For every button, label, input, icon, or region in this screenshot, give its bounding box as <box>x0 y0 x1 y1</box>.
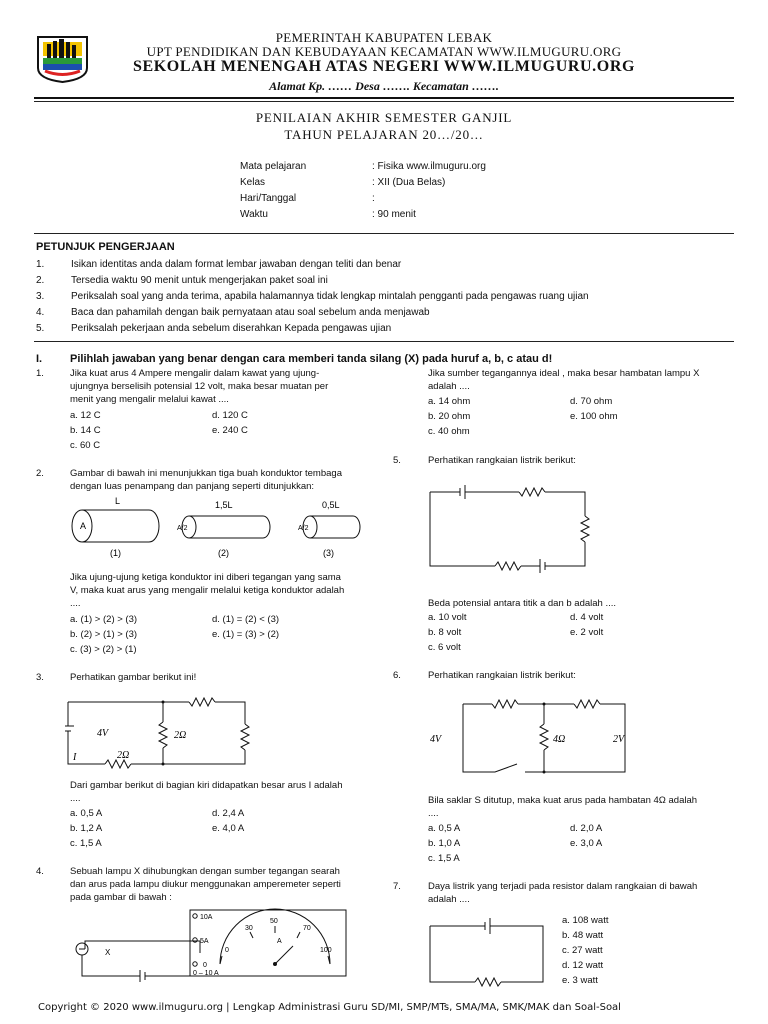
terminal-label: 5A <box>200 938 209 945</box>
answer-option[interactable]: b. 48 watt <box>562 930 604 941</box>
question-text: .... <box>428 808 439 819</box>
instruction-text: Periksalah soal yang anda terima, apabila halamannya tidak lengkap mintalah pengganti pada pengawas ruang ujian <box>71 291 589 302</box>
question-text: Jika kuat arus 4 Ampere mengalir dalam kawat yang ujung- <box>70 368 320 379</box>
answer-option[interactable]: d. 4 volt <box>570 612 604 623</box>
footer-copyright: Copyright © 2020 www.ilmuguru.org | Lengkap Administrasi Guru SD/MI, SMP/MTs, SMA/MA, SMK/MAK dan Soal-Soal <box>38 1002 621 1013</box>
info-value: : 90 menit <box>372 209 416 220</box>
answer-option[interactable]: d. (1) = (2) < (3) <box>212 614 280 625</box>
resistance-label: 2Ω <box>174 730 187 741</box>
question-number: 4. <box>36 866 44 877</box>
answer-option[interactable]: b. 1,0 A <box>428 838 461 849</box>
question-text: Sebuah lampu X dihubungkan dengan sumber tegangan searah <box>70 866 340 877</box>
circuit-figure-q7 <box>425 912 550 992</box>
answer-option[interactable]: e. 4,0 A <box>212 823 245 834</box>
area-label: A/2 <box>177 525 188 532</box>
answer-option[interactable]: d. 2,4 A <box>212 808 245 819</box>
answer-option[interactable]: e. 2 volt <box>570 627 604 638</box>
answer-option[interactable]: b. 8 volt <box>428 627 462 638</box>
info-label: Kelas <box>240 177 266 188</box>
instruction-text: Baca dan pahamilah dengan baik pernyataan atau soal sebelum anda menjawab <box>71 307 430 318</box>
answer-option[interactable]: b. 1,2 A <box>70 823 103 834</box>
question-text: Daya listrik yang terjadi pada resistor dalam rangkaian di bawah <box>428 881 698 892</box>
answer-option[interactable]: a. 0,5 A <box>428 823 461 834</box>
figure-caption: (3) <box>323 548 334 558</box>
question-number: 3. <box>36 672 44 683</box>
section-instruction: Pilihlah jawaban yang benar dengan cara memberi tanda silang (X) pada huruf a, b, c atau d! <box>70 353 553 365</box>
instruction-text: Tersedia waktu 90 menit untuk mengerjakan paket soal ini <box>71 275 328 286</box>
ammeter-figure <box>65 906 355 992</box>
scale-label: 50 <box>270 918 278 925</box>
school-address: Alamat Kp. …… Desa ……. Kecamatan ……. <box>269 79 499 93</box>
instructions-title: PETUNJUK PENGERJAAN <box>36 241 175 253</box>
answer-option[interactable]: d. 120 C <box>212 410 248 421</box>
info-label: Hari/Tanggal <box>240 193 297 204</box>
answer-option[interactable]: a. (1) > (2) > (3) <box>70 614 138 625</box>
instruction-text: Periksalah pekerjaan anda sebelum diserahkan Kepada pengawas ujian <box>71 323 392 334</box>
info-divider <box>34 233 734 234</box>
instruction-num: 2. <box>36 275 45 286</box>
header-line-1: PEMERINTAH KABUPATEN LEBAK <box>275 30 493 45</box>
scale-label: 30 <box>245 925 253 932</box>
info-value: : <box>372 193 375 204</box>
question-text: Jika sumber tegangannya ideal , maka besar hambatan lampu X <box>428 368 700 379</box>
instruction-num: 1. <box>36 259 45 270</box>
answer-option[interactable]: b. 14 C <box>70 425 101 436</box>
instructions-divider <box>34 341 734 342</box>
question-text: Perhatikan rangkaian listrik berikut: <box>428 670 576 681</box>
answer-option[interactable]: c. (3) > (2) > (1) <box>70 644 137 655</box>
answer-option[interactable]: a. 108 watt <box>562 915 609 926</box>
answer-option[interactable]: d. 12 watt <box>562 960 604 971</box>
question-text: Beda potensial antara titik a dan b adalah .... <box>428 598 617 609</box>
answer-option[interactable]: a. 0,5 A <box>70 808 103 819</box>
header-divider-thin <box>34 101 734 102</box>
info-value: : Fisika www.ilmuguru.org <box>372 161 486 172</box>
question-text: Gambar di bawah ini menunjukkan tiga buah konduktor tembaga <box>70 468 342 479</box>
area-label: A <box>80 521 87 531</box>
answer-option[interactable]: a. 14 ohm <box>428 396 471 407</box>
length-label: 1,5L <box>215 500 233 510</box>
voltage-label: 4V <box>97 728 109 739</box>
question-number: 7. <box>393 881 401 892</box>
info-label: Mata pelajaran <box>240 161 307 172</box>
instruction-text: Isikan identitas anda dalam format lembar jawaban dengan teliti dan benar <box>71 259 402 270</box>
instruction-num: 4. <box>36 307 45 318</box>
voltage-label: 4V <box>430 734 442 745</box>
answer-option[interactable]: c. 60 C <box>70 440 101 451</box>
answer-option[interactable]: c. 27 watt <box>562 945 603 956</box>
question-text: dan arus pada lampu diukur menggunakan amperemeter seperti <box>70 879 341 890</box>
section-number: I. <box>36 353 43 365</box>
circuit-figure-q5 <box>425 480 595 584</box>
circuit-figure-q6 <box>425 692 635 782</box>
question-text: pada gambar di bawah : <box>70 892 172 903</box>
header-line-2: UPT PENDIDIKAN DAN KEBUDAYAAN KECAMATAN WWW.ILMUGURU.ORG <box>146 44 622 59</box>
exam-year: TAHUN PELAJARAN 20…/20… <box>284 127 484 142</box>
answer-option[interactable]: e. 3 watt <box>562 975 598 986</box>
area-label: A/2 <box>298 525 309 532</box>
resistance-label: 4Ω <box>553 734 566 745</box>
answer-option[interactable]: d. 70 ohm <box>570 396 613 407</box>
answer-option[interactable]: e. 3,0 A <box>570 838 603 849</box>
answer-option[interactable]: c. 1,5 A <box>70 838 102 849</box>
scale-label: 0 <box>225 947 229 954</box>
question-number: 5. <box>393 455 401 466</box>
info-value: : XII (Dua Belas) <box>372 177 446 188</box>
answer-option[interactable]: d. 2,0 A <box>570 823 603 834</box>
instruction-num: 5. <box>36 323 45 334</box>
instruction-num: 3. <box>36 291 45 302</box>
info-label: Waktu <box>240 209 268 220</box>
unit-label: A <box>277 938 282 945</box>
question-text: Jika ujung-ujung ketiga konduktor ini diberi tegangan yang sama <box>70 572 341 583</box>
question-text: .... <box>70 793 81 804</box>
range-label: 0 – 10 A <box>193 970 219 977</box>
answer-option[interactable]: e. (1) = (3) > (2) <box>212 629 280 640</box>
question-number: 1. <box>36 368 44 379</box>
resistance-label: 2Ω <box>117 750 130 761</box>
answer-option[interactable]: e. 240 C <box>212 425 248 436</box>
voltage-label: 2V <box>613 734 625 745</box>
question-text: Bila saklar S ditutup, maka kuat arus pada hambatan 4Ω adalah <box>428 795 698 806</box>
lamp-label: X <box>105 948 111 957</box>
answer-option[interactable]: c. 1,5 A <box>428 853 460 864</box>
answer-option[interactable]: b. (2) > (1) > (3) <box>70 629 138 640</box>
question-text: Perhatikan gambar berikut ini! <box>70 672 197 683</box>
conductor-figure <box>65 494 375 560</box>
question-text: ujungnya berselisih potensial 12 volt, maka besar muatan per <box>70 381 329 392</box>
answer-option[interactable]: b. 20 ohm <box>428 411 471 422</box>
answer-option[interactable]: c. 6 volt <box>428 642 461 653</box>
answer-option[interactable]: a. 10 volt <box>428 612 467 623</box>
exam-title: PENILAIAN AKHIR SEMESTER GANJIL <box>255 110 513 125</box>
question-text: adalah .... <box>428 381 470 392</box>
header-divider <box>34 97 734 99</box>
terminal-label: 0 <box>203 962 207 969</box>
school-name: SEKOLAH MENENGAH ATAS NEGERI WWW.ILMUGURU.ORG <box>132 58 636 75</box>
figure-caption: (2) <box>218 548 229 558</box>
scale-label: 70 <box>303 925 311 932</box>
question-number: 6. <box>393 670 401 681</box>
question-text: Perhatikan rangkaian listrik berikut: <box>428 455 576 466</box>
circuit-figure-q3 <box>65 690 265 780</box>
answer-option[interactable]: c. 40 ohm <box>428 426 470 437</box>
answer-option[interactable]: e. 100 ohm <box>570 411 618 422</box>
length-label: L <box>115 496 121 506</box>
question-text: menit yang mengalir melalui kawat .... <box>70 394 229 405</box>
question-text: dengan luas penampang dan panjang seperti ditunjukkan: <box>70 481 315 492</box>
question-text: .... <box>70 598 81 609</box>
question-number: 2. <box>36 468 44 479</box>
terminal-label: 10A <box>200 914 213 921</box>
figure-caption: (1) <box>110 548 121 558</box>
scale-label: 100 <box>320 947 332 954</box>
length-label: 0,5L <box>322 500 340 510</box>
question-text: Dari gambar berikut di bagian kiri didapatkan besar arus I adalah <box>70 780 343 791</box>
question-text: V, maka kuat arus yang mengalir melalui ketiga konduktor adalah <box>70 585 345 596</box>
current-label: I <box>73 752 77 763</box>
question-text: adalah .... <box>428 894 470 905</box>
answer-option[interactable]: a. 12 C <box>70 410 101 421</box>
